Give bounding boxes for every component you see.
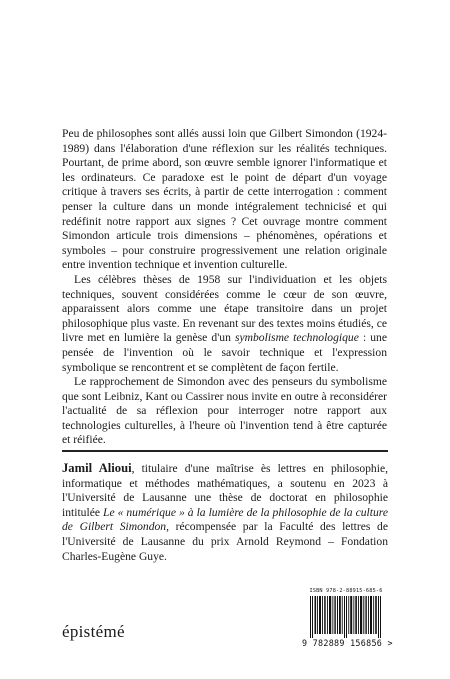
blurb-paragraph-2: [62, 273, 387, 375]
blurb-paragraph-2-end: : une pensée de l'invention où le savoir technique et l'expression symbolique se rencontrent et se complètent de façon fertile.: [62, 331, 387, 374]
thesis-title: Le « numérique » à la lumière de la philosophie de la culture de Gilbert Simondon: [62, 505, 388, 534]
blurb-emphasis: symbolisme technologique: [234, 331, 359, 345]
barcode-digits: 9 782889 156856 >: [302, 638, 393, 648]
isbn-label: ISBN 978-2-88915-685-6: [309, 588, 383, 594]
blurb-text: [62, 127, 387, 448]
author-bio-text-1: , titulaire d'une maîtrise ès lettres en philosophie, informatique et méthodes mathématiques, a soutenu en 2023 à l'Université de Lausanne une thèse de doctorat en philosophie intitulée: [62, 462, 388, 519]
author-bio: [62, 461, 388, 564]
blurb-paragraph-2-start: Les célèbres thèses de 1958 sur l'individuation et les objets techniques, souvent considérées comme le cœur de son œuvre, apparaissent alors comme une étape transitoire dans un projet philosophique plus vaste. En revenant sur des textes moins étudiés, ce livre met en lumière la genèse d'un: [62, 272, 387, 345]
blurb-paragraph-1: Peu de philosophes sont allés aussi loin que Gilbert Simondon (1924-1989) dans l'élaboration d'une réflexion sur les réalités techniques. Pourtant, de prime abord, son œuvre semble ignorer l'informatique et les ordinateurs. Ce paradoxe est le point de départ d'un voyage critique à travers ses écrits, à partir de cette interrogation : comment penser la culture dans un monde intégralement technicisé et qui redéfinit notre rapport aux signes ? Cet ouvrage montre comment Simondon articule trois dimensions – phénomènes, opérations et symboles – pour construire progressivement une relation originale entre invention technique et invention culturelle.: [62, 127, 387, 272]
author-bio-paragraph: [62, 461, 388, 564]
section-divider: [62, 450, 388, 452]
barcode-bars: [304, 596, 390, 638]
blurb-paragraph-3: Le rapprochement de Simondon avec des penseurs du symbolisme que sont Leibniz, Kant ou Cassirer nous invite en outre à reconsidérer l'actualité de sa réflexion pour interroger notre rapport aux technologies culturelles, à l'heure où l'invention tend à être capturée et réifiée.: [62, 375, 387, 447]
isbn-barcode: [302, 588, 393, 648]
author-name: Jamil Alioui: [62, 461, 132, 475]
author-bio-text-2: , récompensée par la Faculté des lettres de l'Université de Lausanne du prix Arnold Reymond – Fondation Charles-Eugène Guye.: [62, 520, 389, 563]
publisher-logo: épistémé: [62, 622, 125, 641]
